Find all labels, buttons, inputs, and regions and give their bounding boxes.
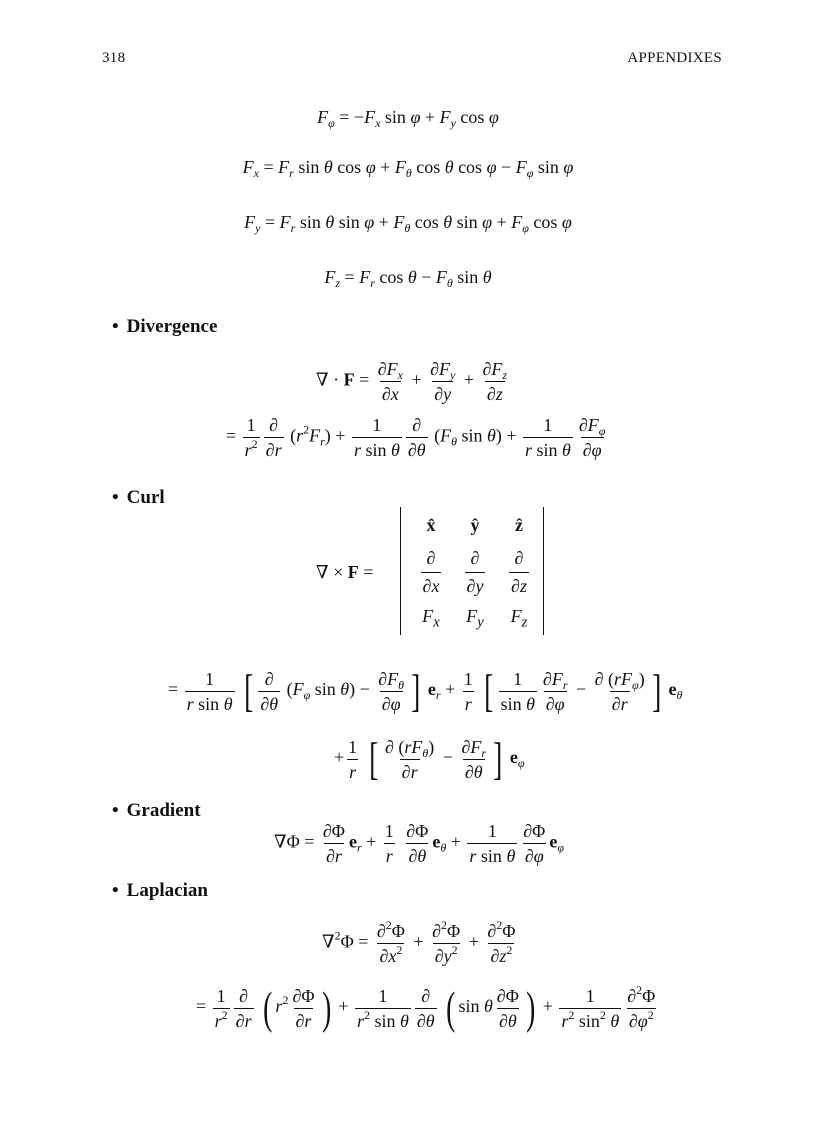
page-number: 318: [102, 50, 126, 66]
curl-lhs: ∇ × F =: [316, 562, 374, 582]
running-head: APPENDIXES: [627, 50, 722, 66]
divergence-spherical: = $\frac{1}{r^2}$ $\frac{\partial}{\partial r}$ $(r^2F_r)$ + $\frac{1}{\text{r sin θ}}$ $\frac{\partial}{\partial\theta}$ ($F_\theta$ sin θ) + $\frac{1}{\text{r sin θ}}$ $\frac{\partial F_\varphi}{\partial\varphi}$: [226, 415, 606, 460]
curl-determinant: x̂ ŷ ẑ $\frac{\partial}{\partial x}$ $\frac{\partial}{\partial y}$ $\frac{\partial}{\partial z}$ $F_x$ $F_y$ $F_z$: [400, 507, 544, 635]
bullet: •: [112, 487, 119, 508]
equation-f-y: $F_y = F_r$ sin θ $\sin \varphi + F_\theta$ cos θ $\sin \varphi + F_\varphi$ cos φ: [244, 212, 572, 235]
equation-f-x: $F_x = F_r$ sin θ $\cos \varphi + F_\theta$ cos θ $\cos \varphi - F_\varphi$ sin φ: [242, 157, 574, 180]
bullet: •: [112, 800, 119, 821]
section-title: Divergence: [126, 316, 218, 337]
gradient-spherical: ∇Φ = $\frac{\partial\Phi}{\partial r}$ $e_r$ + $\frac{1}{r}$ $\frac{\partial\Phi}{\partial\theta}$ $e_\theta$ + $\frac{1}{\text{r sin θ}}$ $\frac{\partial\Phi}{\partial\varphi}$ $e_\varphi$: [274, 821, 564, 866]
section-curl: [112, 487, 165, 509]
section-title: Laplacian: [126, 880, 208, 901]
divergence-cartesian: ∇ · F = $\frac{\partial F_x}{\partial x}$ + $\frac{\partial F_y}{\partial y}$ + $\frac{\partial F_z}{\partial z}$: [316, 359, 508, 404]
equation-f-phi: $F_\varphi = -F_x$ $\sin \varphi + F_y$ cos φ: [317, 107, 499, 130]
bullet: •: [112, 880, 119, 901]
section-divergence: [112, 316, 217, 338]
section-title: Gradient: [126, 800, 201, 821]
section-title: Curl: [126, 487, 165, 508]
curl-spherical-line1: = $\frac{1}{\text{r sin θ}}$ [ $\frac{\partial}{\partial\theta}$ ($F_\varphi$ sin θ) − $\frac{\partial F_\theta}{\partial\varphi}$ ] $e_r$ + $\frac{1}{r}$ [ $\frac{1}{\text{sin θ}}$ $\frac{\partial F_r}{\partial\varphi}$ − $\frac{\partial (rF_\varphi)}{\partial r}$ ] $e_\theta$: [168, 665, 683, 716]
section-laplacian: [112, 880, 208, 902]
bullet: •: [112, 316, 119, 337]
laplacian-cartesian: ∇$^2$Φ = $\frac{\partial^2\Phi}{\partial x^2}$ + $\frac{\partial^2\Phi}{\partial y^2}$ + $\frac{\partial^2\Phi}{\partial z^2}$: [322, 918, 516, 966]
laplacian-spherical: = $\frac{1}{r^2}$ $\frac{\partial}{\partial r}$ ( $r^2$ $\frac{\partial\Phi}{\partial r}$ ) + $\frac{1}{r^2 \sin \theta}$ $\frac{\partial}{\partial\theta}$ ( sin θ $\frac{\partial\Phi}{\partial\theta}$ ) + $\frac{1}{r^2 \sin^2 \theta}$ $\frac{\partial^2\Phi}{\partial\varphi^2}$: [196, 982, 656, 1033]
section-gradient: [112, 800, 201, 822]
curl-spherical-line2: + $\frac{1}{r}$ [ $\frac{\partial (rF_\theta)}{\partial r}$ − $\frac{\partial F_r}{\partial\theta}$ ] $e_\varphi$: [334, 733, 525, 784]
equation-f-z: $F_z = F_r$ $\cos \theta - F_\theta$ sin θ: [324, 267, 492, 290]
